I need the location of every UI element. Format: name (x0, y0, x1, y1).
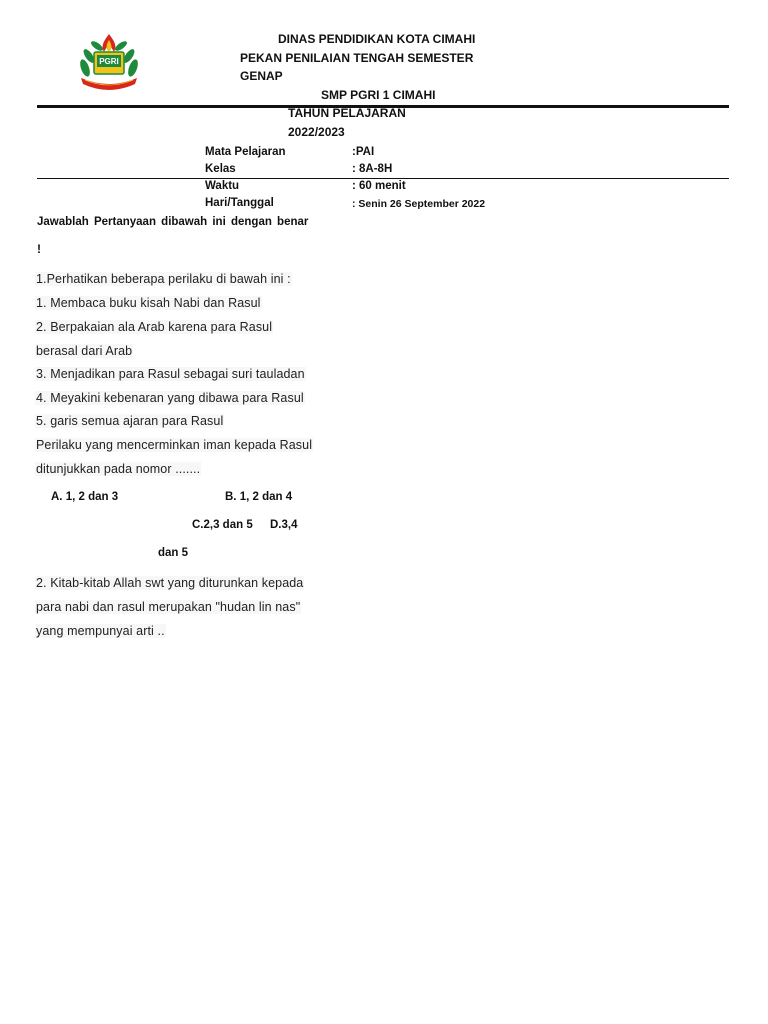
time-label: Waktu (205, 180, 240, 192)
question-1-line: berasal dari Arab (36, 344, 133, 358)
question-2-line: 2. Kitab-kitab Allah swt yang diturunkan kepada (36, 576, 304, 590)
option-d: D.3,4 (270, 519, 298, 531)
class-value: : 8A-8H (352, 163, 393, 175)
header-line-2: PEKAN PENILAIAN TENGAH SEMESTER (240, 51, 474, 65)
time-value: : 60 menit (352, 180, 406, 192)
question-1-line: 1. Membaca buku kisah Nabi dan Rasul (36, 296, 261, 310)
question-1-line: 3. Menjadikan para Rasul sebagai suri tauladan (36, 367, 305, 381)
option-c: C.2,3 dan 5 (192, 519, 253, 531)
instruction-line-2: ! (37, 242, 41, 256)
instruction-line-1: Jawablah Pertanyaan dibawah ini dengan benar (37, 216, 309, 228)
question-1-line: 5. garis semua ajaran para Rasul (36, 414, 224, 428)
option-d-continued: dan 5 (158, 547, 189, 559)
question-1-line: Perilaku yang mencerminkan iman kepada Rasul (36, 438, 313, 452)
academic-year: 2022/2023 (288, 125, 345, 139)
school-name: SMP PGRI 1 CIMAHI (321, 88, 436, 102)
pgri-emblem-icon (77, 30, 141, 94)
question-2-line: yang mempunyai arti .. (36, 624, 165, 638)
question-1-line: 4. Meyakini kebenaran yang dibawa para Rasul (36, 391, 304, 405)
class-label: Kelas (205, 163, 236, 175)
option-b: B. 1, 2 dan 4 (225, 491, 293, 503)
subject-value: :PAI (352, 146, 375, 158)
option-a: A. 1, 2 dan 3 (51, 491, 119, 503)
header-line-1: DINAS PENDIDIKAN KOTA CIMAHI (278, 32, 476, 46)
school-logo (77, 30, 141, 94)
header-line-3: GENAP (240, 69, 283, 83)
question-2-line: para nabi dan rasul merupakan "hudan lin nas" (36, 600, 301, 614)
question-1-line: ditunjukkan pada nomor ....... (36, 462, 201, 476)
question-1-line: 2. Berpakaian ala Arab karena para Rasul (36, 320, 273, 334)
svg-text:PGRI: PGRI (99, 57, 119, 66)
academic-year-label: TAHUN PELAJARAN (288, 106, 406, 120)
question-1-line: 1.Perhatikan beberapa perilaku di bawah ini : (36, 272, 291, 286)
meta-divider (37, 178, 729, 179)
date-label: Hari/Tanggal (205, 197, 274, 209)
date-value: : Senin 26 September 2022 (352, 198, 486, 210)
subject-label: Mata Pelajaran (205, 146, 286, 158)
